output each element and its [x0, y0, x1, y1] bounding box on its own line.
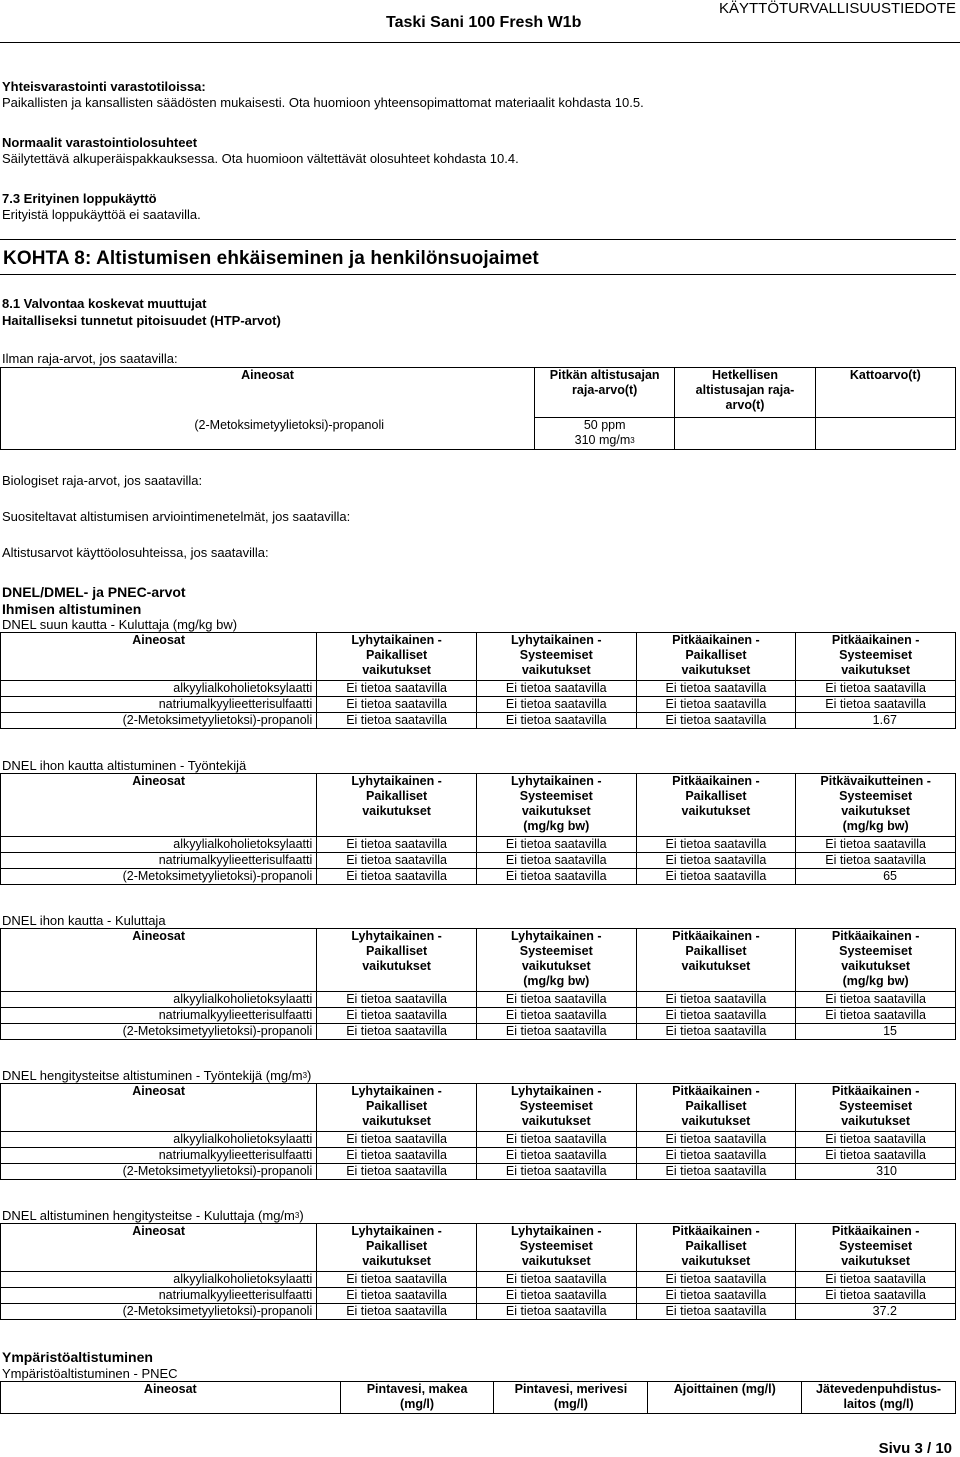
dnel-value-cell: Ei tietoa saatavilla: [796, 837, 956, 853]
dnel-value-cell: 1.67: [796, 713, 956, 729]
human-exposure-heading: Ihmisen altistuminen: [2, 601, 142, 617]
dnel-value-cell: Ei tietoa saatavilla: [636, 681, 796, 697]
dnel-row: [1, 869, 956, 885]
dnel-header-cell: Lyhytaikainen - Systeemiset vaikutukset (mg/kg bw): [476, 774, 636, 837]
air-limits-table: [0, 367, 956, 450]
dnel-row: [1, 1272, 956, 1288]
subsection-8-1: 8.1 Valvontaa koskevat muuttujat: [2, 296, 207, 311]
pnec-col-4-text: Jätevedenpuhdistus- laitos (mg/l): [816, 1382, 942, 1411]
air-row-long-mg-value: 310 mg/m: [574, 433, 631, 447]
dnel-row: [1, 681, 956, 697]
dnel-value-cell: Ei tietoa saatavilla: [636, 1132, 796, 1148]
dnel-substance-name: (2-Metoksimetyylietoksi)-propanoli: [1, 713, 317, 729]
dnel-value-cell: Ei tietoa saatavilla: [796, 681, 956, 697]
dnel-value-cell: Ei tietoa saatavilla: [636, 869, 796, 885]
pnec-col-0: [1, 1382, 341, 1414]
dnel-header-row: [1, 929, 956, 992]
dnel-row: [1, 1148, 956, 1164]
dnel-table-title-text: DNEL hengitysteitse altistuminen - Työntekijä (mg/m: [2, 1068, 303, 1083]
dnel-value-cell: Ei tietoa saatavilla: [476, 697, 636, 713]
dnel-value-cell: Ei tietoa saatavilla: [476, 1164, 636, 1180]
dnel-value-cell: 65: [796, 869, 956, 885]
dnel-value-cell: Ei tietoa saatavilla: [317, 1272, 477, 1288]
pnec-label: Ympäristöaltistuminen - PNEC: [2, 1366, 178, 1381]
dnel-value-cell: Ei tietoa saatavilla: [317, 992, 477, 1008]
dnel-header-row: [1, 633, 956, 681]
dnel-value-cell: Ei tietoa saatavilla: [476, 837, 636, 853]
dnel-header-cell: Pitkäaikainen - Systeemiset vaikutukset (mg/kg bw): [796, 929, 956, 992]
dnel-substance-name: alkyylialkoholietoksylaatti: [1, 681, 317, 697]
dnel-header-row: [1, 1084, 956, 1132]
joint-storage-text: Paikallisten ja kansallisten säädösten mukaisesti. Ota huomioon yhteensopimattomat materiaalit kohdasta 10.5.: [2, 95, 644, 110]
dnel-substance-name: alkyylialkoholietoksylaatti: [1, 837, 317, 853]
dnel-header-cell: Lyhytaikainen - Systeemiset vaikutukset: [476, 1224, 636, 1272]
dnel-row: [1, 1304, 956, 1320]
dnel-value-cell: Ei tietoa saatavilla: [476, 1008, 636, 1024]
normal-storage-text: Säilytettävä alkuperäispakkauksessa. Ota huomioon vältettävät olosuhteet kohdasta 10.4.: [2, 151, 519, 166]
environment-heading: Ympäristöaltistuminen: [2, 1349, 153, 1365]
dnel-table-title: [2, 1068, 311, 1084]
dnel-header-cell: Pitkäaikainen - Paikalliset vaikutukset: [636, 633, 796, 681]
dnel-substance-name: natriumalkyylieetterisulfaatti: [1, 1008, 317, 1024]
dnel-value-cell: Ei tietoa saatavilla: [317, 1304, 477, 1320]
dnel-value-cell: 37.2: [796, 1304, 956, 1320]
dnel-value-cell: Ei tietoa saatavilla: [636, 1008, 796, 1024]
pnec-table: [0, 1381, 956, 1414]
dnel-value-cell: Ei tietoa saatavilla: [476, 869, 636, 885]
dnel-value-cell: Ei tietoa saatavilla: [636, 1304, 796, 1320]
joint-storage-title: Yhteisvarastointi varastotiloissa:: [2, 79, 206, 94]
dnel-value-cell: Ei tietoa saatavilla: [476, 1148, 636, 1164]
usage-limits-label: Altistusarvot käyttöolosuhteissa, jos saatavilla:: [2, 545, 269, 560]
dnel-header-cell: Lyhytaikainen - Paikalliset vaikutukset: [317, 774, 477, 837]
dnel-table-title-text: DNEL altistuminen hengitysteitse - Kuluttaja (mg/m: [2, 1208, 295, 1223]
dnel-value-cell: Ei tietoa saatavilla: [317, 1132, 477, 1148]
dnel-value-cell: Ei tietoa saatavilla: [796, 853, 956, 869]
dnel-table-title-sup: 3: [302, 1071, 308, 1080]
pnec-col-1-text: Pintavesi, makea (mg/l): [366, 1382, 468, 1411]
page-number: Sivu 3 / 10: [878, 1440, 952, 1457]
dnel-table-title-sup: 3: [294, 1211, 300, 1220]
dnel-value-cell: Ei tietoa saatavilla: [636, 713, 796, 729]
dnel-table: [0, 773, 956, 885]
dnel-value-cell: Ei tietoa saatavilla: [476, 1272, 636, 1288]
dnel-value-cell: Ei tietoa saatavilla: [476, 1304, 636, 1320]
pnec-col-3: [648, 1382, 802, 1414]
dnel-header-cell: Pitkäaikainen - Systeemiset vaikutukset: [796, 1224, 956, 1272]
dnel-value-cell: Ei tietoa saatavilla: [476, 1132, 636, 1148]
dnel-header-cell: Lyhytaikainen - Systeemiset vaikutukset (mg/kg bw): [476, 929, 636, 992]
dnel-table: [0, 632, 956, 729]
dnel-header-cell: Aineosat: [1, 774, 317, 837]
pnec-col-1: [340, 1382, 494, 1414]
dnel-value-cell: Ei tietoa saatavilla: [636, 1148, 796, 1164]
header-divider: [0, 42, 960, 43]
dnel-substance-name: alkyylialkoholietoksylaatti: [1, 992, 317, 1008]
dnel-value-cell: 310: [796, 1164, 956, 1180]
normal-storage-title: Normaalit varastointiolosuhteet: [2, 135, 198, 150]
dnel-value-cell: Ei tietoa saatavilla: [796, 1272, 956, 1288]
dnel-value-cell: Ei tietoa saatavilla: [476, 1024, 636, 1040]
air-row-name: (2-Metoksimetyylietoksi)-propanoli: [1, 418, 535, 450]
air-row-long: [535, 418, 675, 450]
air-col-short: Hetkellisen altistusajan raja-arvo(t): [675, 368, 815, 418]
dnel-table: [0, 1083, 956, 1180]
dnel-header-cell: Aineosat: [1, 1224, 317, 1272]
dnel-value-cell: Ei tietoa saatavilla: [796, 992, 956, 1008]
dnel-row: [1, 1288, 956, 1304]
pnec-col-2: [494, 1382, 648, 1414]
air-row-long-ppm: 50 ppm: [583, 418, 626, 432]
air-col-aineosat: Aineosat: [1, 368, 535, 418]
dnel-value-cell: Ei tietoa saatavilla: [317, 681, 477, 697]
dnel-value-cell: Ei tietoa saatavilla: [636, 837, 796, 853]
dnel-value-cell: Ei tietoa saatavilla: [317, 1164, 477, 1180]
dnel-table: [0, 1223, 956, 1320]
dnel-table-title: [2, 758, 246, 774]
dnel-value-cell: Ei tietoa saatavilla: [317, 697, 477, 713]
dnel-value-cell: Ei tietoa saatavilla: [317, 869, 477, 885]
air-row-long-mg: [539, 433, 670, 448]
dnel-header-cell: Lyhytaikainen - Systeemiset vaikutukset: [476, 1084, 636, 1132]
dnel-value-cell: Ei tietoa saatavilla: [636, 853, 796, 869]
dnel-value-cell: Ei tietoa saatavilla: [796, 697, 956, 713]
air-col-ceiling: Kattoarvo(t): [815, 368, 955, 418]
document-type: KÄYTTÖTURVALLISUUSTIEDOTE: [719, 0, 956, 17]
dnel-value-cell: Ei tietoa saatavilla: [317, 1024, 477, 1040]
dnel-table-title-end: ): [299, 1208, 304, 1223]
dnel-header-cell: Pitkäaikainen - Systeemiset vaikutukset: [796, 1084, 956, 1132]
dnel-value-cell: Ei tietoa saatavilla: [317, 853, 477, 869]
dnel-header-row: [1, 1224, 956, 1272]
dnel-value-cell: Ei tietoa saatavilla: [636, 1024, 796, 1040]
dnel-substance-name: (2-Metoksimetyylietoksi)-propanoli: [1, 1024, 317, 1040]
end-use-text: Erityistä loppukäyttöä ei saatavilla.: [2, 207, 201, 222]
assessment-methods-label: Suositeltavat altistumisen arviointimenetelmät, jos saatavilla:: [2, 509, 351, 524]
air-col-long: Pitkän altistusajan raja-arvo(t): [535, 368, 675, 418]
dnel-row: [1, 837, 956, 853]
dnel-substance-name: alkyylialkoholietoksylaatti: [1, 1132, 317, 1148]
dnel-header-cell: Pitkävaikutteinen - Systeemiset vaikutukset (mg/kg bw): [796, 774, 956, 837]
dnel-substance-name: (2-Metoksimetyylietoksi)-propanoli: [1, 869, 317, 885]
dnel-header-cell: Aineosat: [1, 1084, 317, 1132]
dnel-value-cell: Ei tietoa saatavilla: [476, 681, 636, 697]
dnel-value-cell: Ei tietoa saatavilla: [636, 1288, 796, 1304]
section-8-title: KOHTA 8: Altistumisen ehkäiseminen ja henkilönsuojaimet: [3, 248, 539, 269]
dnel-substance-name: (2-Metoksimetyylietoksi)-propanoli: [1, 1304, 317, 1320]
dnel-value-cell: Ei tietoa saatavilla: [317, 837, 477, 853]
dnel-substance-name: (2-Metoksimetyylietoksi)-propanoli: [1, 1164, 317, 1180]
dnel-table-title: [2, 617, 237, 633]
dnel-header-cell: Lyhytaikainen - Paikalliset vaikutukset: [317, 633, 477, 681]
dnel-row: [1, 1132, 956, 1148]
dnel-header-cell: Pitkäaikainen - Paikalliset vaikutukset: [636, 774, 796, 837]
dnel-value-cell: Ei tietoa saatavilla: [636, 1272, 796, 1288]
pnec-col-3-text: Ajoittainen (mg/l): [673, 1382, 776, 1396]
end-use-title: 7.3 Erityinen loppukäyttö: [2, 191, 157, 206]
dnel-row: [1, 853, 956, 869]
dnel-table-title-text: DNEL suun kautta - Kuluttaja (mg/kg bw): [2, 617, 238, 632]
dnel-header-cell: Pitkäaikainen - Paikalliset vaikutukset: [636, 929, 796, 992]
dnel-substance-name: natriumalkyylieetterisulfaatti: [1, 697, 317, 713]
dnel-value-cell: Ei tietoa saatavilla: [317, 1148, 477, 1164]
dnel-header-cell: Aineosat: [1, 929, 317, 992]
dnel-value-cell: Ei tietoa saatavilla: [317, 1008, 477, 1024]
dnel-header-cell: Pitkäaikainen - Systeemiset vaikutukset: [796, 633, 956, 681]
dnel-value-cell: Ei tietoa saatavilla: [317, 713, 477, 729]
dnel-header-cell: Lyhytaikainen - Paikalliset vaikutukset: [317, 1224, 477, 1272]
dnel-value-cell: Ei tietoa saatavilla: [317, 1288, 477, 1304]
dnel-table-title-end: ): [307, 1068, 312, 1083]
dnel-row: [1, 713, 956, 729]
dnel-value-cell: Ei tietoa saatavilla: [476, 992, 636, 1008]
pnec-col-2-text: Pintavesi, merivesi (mg/l): [514, 1382, 628, 1411]
dnel-value-cell: Ei tietoa saatavilla: [636, 1164, 796, 1180]
bio-limits-label: Biologiset raja-arvot, jos saatavilla:: [2, 473, 203, 488]
dnel-table-title-text: DNEL ihon kautta altistuminen - Työntekijä: [2, 758, 247, 773]
air-row-ceiling: [815, 418, 955, 450]
product-name: Taski Sani 100 Fresh W1b: [386, 14, 582, 31]
dnel-value-cell: Ei tietoa saatavilla: [796, 1132, 956, 1148]
dnel-table-title: [2, 1208, 304, 1224]
dnel-value-cell: Ei tietoa saatavilla: [476, 853, 636, 869]
dnel-row: [1, 1164, 956, 1180]
dnel-value-cell: Ei tietoa saatavilla: [796, 1008, 956, 1024]
pnec-col-0-text: Aineosat: [143, 1382, 197, 1396]
dnel-header-row: [1, 774, 956, 837]
dnel-row: [1, 992, 956, 1008]
dnel-table-title: [2, 913, 166, 929]
dnel-row: [1, 697, 956, 713]
dnel-pnec-heading: DNEL/DMEL- ja PNEC-arvot: [2, 584, 186, 600]
dnel-header-cell: Pitkäaikainen - Paikalliset vaikutukset: [636, 1224, 796, 1272]
dnel-substance-name: natriumalkyylieetterisulfaatti: [1, 1148, 317, 1164]
dnel-table-title-text: DNEL ihon kautta - Kuluttaja: [2, 913, 166, 928]
air-row-long-mg-sup: 3: [630, 436, 635, 445]
dnel-value-cell: Ei tietoa saatavilla: [476, 1288, 636, 1304]
dnel-value-cell: Ei tietoa saatavilla: [796, 1148, 956, 1164]
dnel-substance-name: alkyylialkoholietoksylaatti: [1, 1272, 317, 1288]
dnel-header-cell: Lyhytaikainen - Paikalliset vaikutukset: [317, 1084, 477, 1132]
dnel-table: [0, 928, 956, 1040]
dnel-value-cell: Ei tietoa saatavilla: [796, 1288, 956, 1304]
dnel-value-cell: Ei tietoa saatavilla: [636, 697, 796, 713]
htp-heading: Haitalliseksi tunnetut pitoisuudet (HTP-arvot): [2, 313, 281, 328]
dnel-header-cell: Pitkäaikainen - Paikalliset vaikutukset: [636, 1084, 796, 1132]
air-row-short: [675, 418, 815, 450]
dnel-header-cell: Aineosat: [1, 633, 317, 681]
dnel-substance-name: natriumalkyylieetterisulfaatti: [1, 1288, 317, 1304]
dnel-header-cell: Lyhytaikainen - Systeemiset vaikutukset: [476, 633, 636, 681]
dnel-value-cell: Ei tietoa saatavilla: [476, 713, 636, 729]
dnel-value-cell: 15: [796, 1024, 956, 1040]
pnec-col-4: [802, 1382, 956, 1414]
dnel-row: [1, 1024, 956, 1040]
air-limits-label: Ilman raja-arvot, jos saatavilla:: [2, 351, 178, 366]
dnel-header-cell: Lyhytaikainen - Paikalliset vaikutukset: [317, 929, 477, 992]
dnel-row: [1, 1008, 956, 1024]
dnel-substance-name: natriumalkyylieetterisulfaatti: [1, 853, 317, 869]
dnel-value-cell: Ei tietoa saatavilla: [636, 992, 796, 1008]
